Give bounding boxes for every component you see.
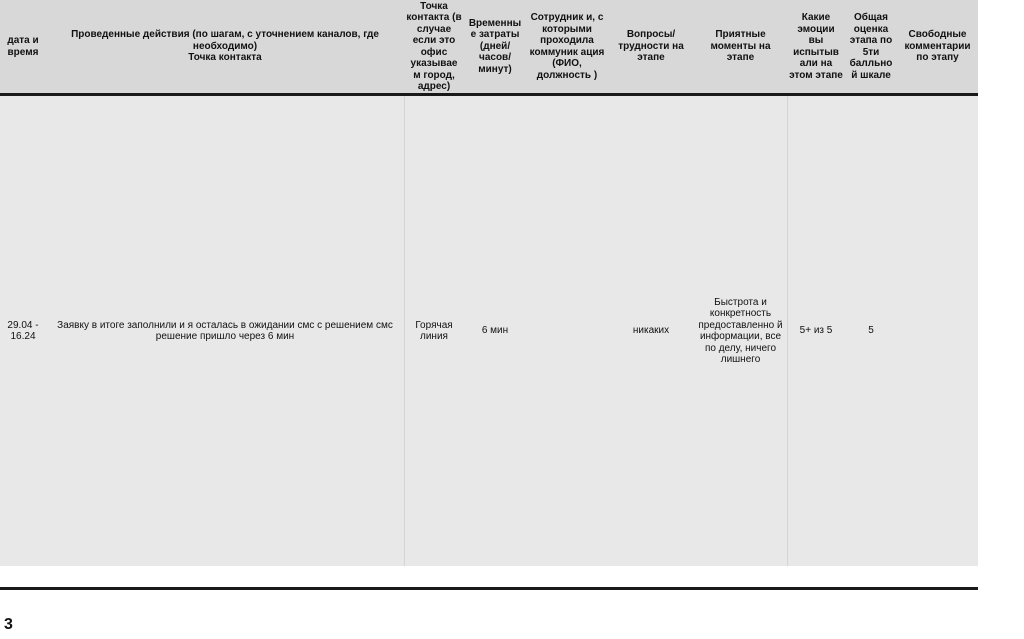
header-date-time: дата и время	[7, 35, 39, 58]
header-difficulties: Вопросы/ трудности на этапе	[618, 29, 684, 64]
header-emotions: Какие эмоции вы испытыв али на этом этапе	[789, 12, 843, 81]
cell-rating: 5	[868, 325, 874, 337]
cell-emotions: 5+ из 5	[799, 325, 833, 337]
cell-pleasant-moments: Быстрота и конкретность предоставленно й информации, все по делу, ничего лишнего	[698, 296, 783, 365]
page-number: 3	[4, 616, 13, 633]
cell-time-spent: 6 мин	[481, 325, 509, 337]
header-staff: Сотрудник и, с которыми проходила коммуник ация (ФИО, должность )	[529, 12, 605, 81]
header-time-spent: Временны е затраты (дней/ часов/ минут)	[468, 17, 522, 75]
bottom-divider	[0, 587, 978, 590]
cell-comments	[897, 96, 978, 566]
cell-difficulties: никаких	[632, 325, 670, 337]
header-pleasant-moments: Приятные моменты на этапе	[710, 29, 771, 64]
cell-actions: Заявку в итоге заполнили и я осталась в ожидании смс с решением смс решение пришло через 6 мин	[57, 319, 393, 342]
cell-date-time: 29.04 - 16.24	[7, 319, 39, 342]
header-contact-point: Точка контакта (в случае если это офис указывае м город, адрес)	[406, 0, 462, 92]
header-rating: Общая оценка этапа по 5ти балльно й шкале	[849, 12, 893, 81]
cell-contact-point: Горячая линия	[415, 319, 453, 342]
cell-staff	[526, 96, 608, 566]
header-actions: Проведенные действия (по шагам, с уточнением каналов, где необходимо) Точка контакта	[71, 29, 379, 64]
header-comments: Свободные комментарии по этапу	[904, 29, 971, 64]
